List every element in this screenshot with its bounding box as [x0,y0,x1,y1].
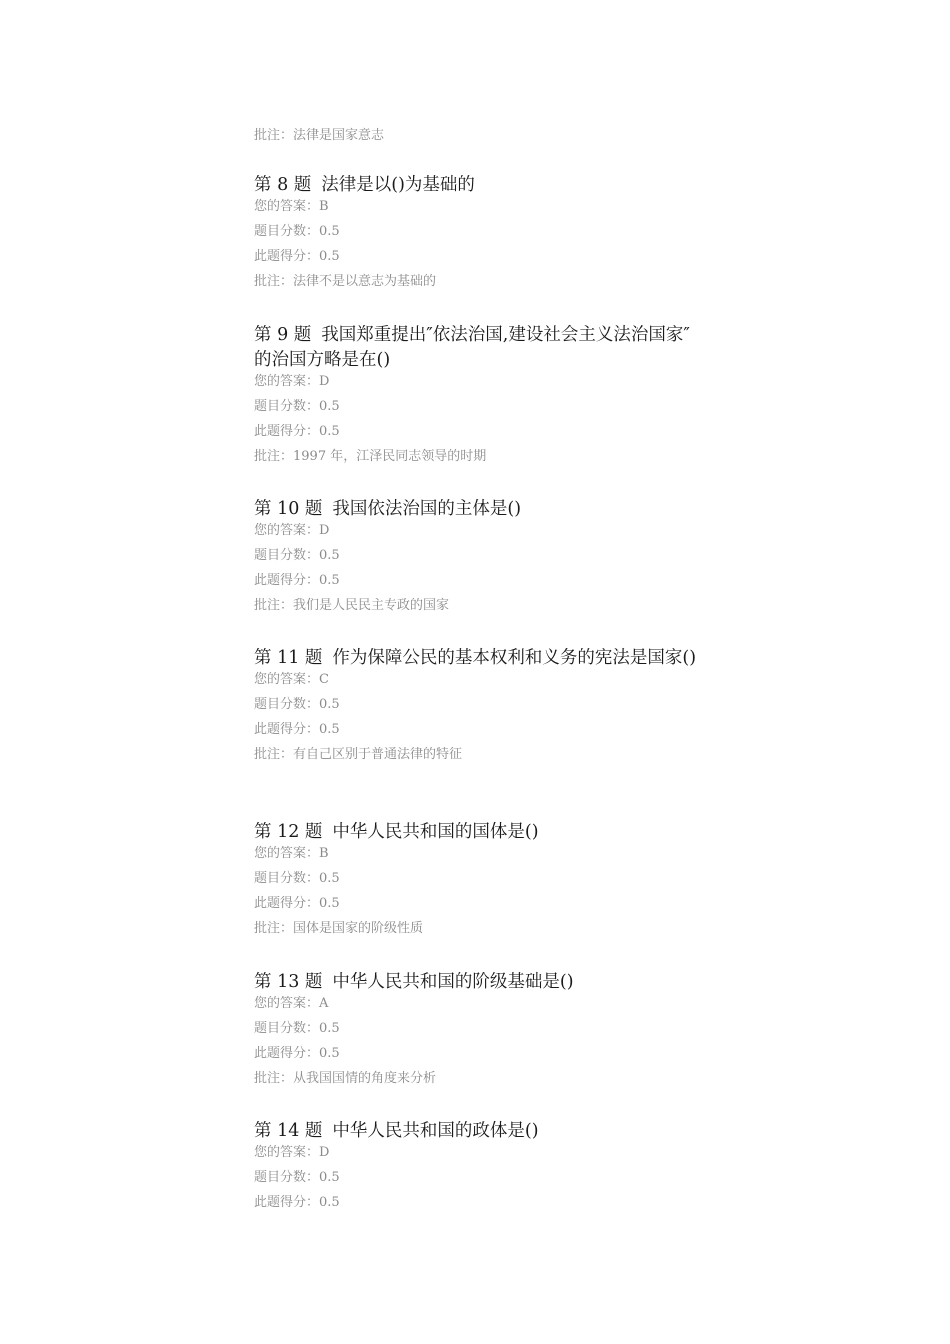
your-answer: 您的答案：A [254,996,329,1011]
question-points: 题目分数：0.5 [254,1021,340,1036]
question-points: 题目分数：0.5 [254,697,340,712]
question-number: 第 14 题 [254,1121,323,1141]
previous-question-comment: 批注：法律是国家意志 [254,128,385,143]
question-points: 题目分数：0.5 [254,871,340,886]
question-number: 第 8 题 [254,175,312,195]
question-points: 题目分数：0.5 [254,224,340,239]
question-number: 第 10 题 [254,499,323,519]
question-title [254,1119,704,1144]
question-text: 我国郑重提出″依法治国,建设社会主义法治国家″的治国方略是在() [254,325,690,370]
question-number: 第 11 题 [254,648,323,668]
question-title [254,820,704,845]
points-earned: 此题得分：0.5 [254,1195,340,1210]
your-answer: 您的答案：B [254,846,329,861]
comment: 批注：有自己区别于普通法律的特征 [254,747,463,762]
comment: 批注：国体是国家的阶级性质 [254,921,424,936]
question-text: 中华人民共和国的国体是() [332,822,539,842]
question-number: 第 9 题 [254,325,312,345]
your-answer: 您的答案：D [254,523,330,538]
points-earned: 此题得分：0.5 [254,573,340,588]
question-9 [254,323,704,474]
question-title [254,497,704,522]
your-answer: 您的答案：B [254,199,329,214]
points-earned: 此题得分：0.5 [254,424,340,439]
question-text: 我国依法治国的主体是() [332,499,522,519]
question-14 [254,1119,704,1220]
question-text: 法律是以()为基础的 [321,175,475,195]
question-8 [254,173,704,299]
points-earned: 此题得分：0.5 [254,722,340,737]
comment: 批注：法律不是以意志为基础的 [254,274,437,289]
points-earned: 此题得分：0.5 [254,249,340,264]
question-11 [254,646,704,772]
question-13 [254,970,704,1096]
question-title [254,173,704,198]
question-number: 第 13 题 [254,972,323,992]
question-text: 中华人民共和国的阶级基础是() [332,972,574,992]
question-12 [254,820,704,946]
question-points: 题目分数：0.5 [254,1170,340,1185]
comment: 批注：我们是人民民主专政的国家 [254,598,450,613]
your-answer: 您的答案：D [254,1145,330,1160]
points-earned: 此题得分：0.5 [254,1046,340,1061]
question-text: 中华人民共和国的政体是() [332,1121,539,1141]
question-points: 题目分数：0.5 [254,548,340,563]
comment: 批注：从我国国情的角度来分析 [254,1071,437,1086]
question-points: 题目分数：0.5 [254,399,340,414]
question-title [254,970,704,995]
your-answer: 您的答案：C [254,672,329,687]
comment: 批注：1997 年，江泽民同志领导的时期 [254,449,487,464]
question-text: 作为保障公民的基本权利和义务的宪法是国家() [332,648,697,668]
points-earned: 此题得分：0.5 [254,896,340,911]
question-title [254,646,704,671]
question-title [254,323,704,373]
question-number: 第 12 题 [254,822,323,842]
question-10 [254,497,704,623]
your-answer: 您的答案：D [254,374,330,389]
